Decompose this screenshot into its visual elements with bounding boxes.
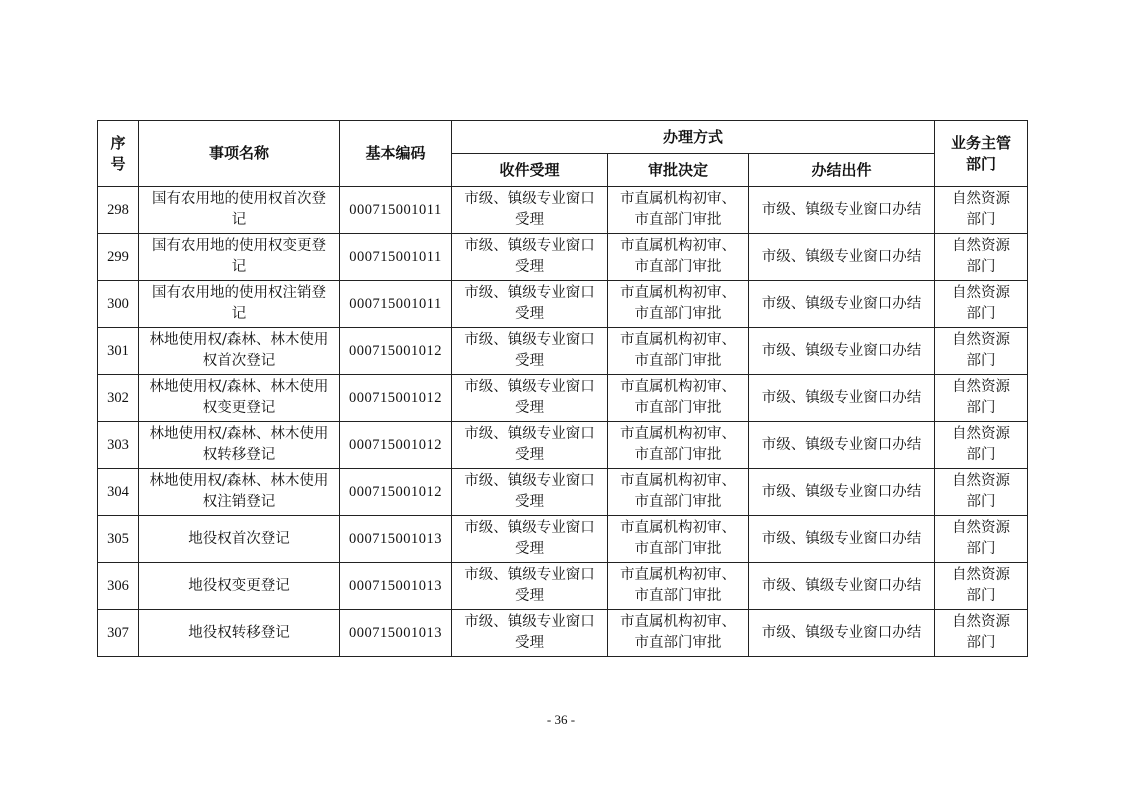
row-seq-cell [98,187,139,234]
items-table [97,120,1028,657]
header-code: 基本编码 [340,121,452,187]
table-row [98,469,1028,516]
row-finish: 市级、镇级专业窗口办结 [761,295,922,312]
row-receive-cell [452,328,608,375]
row-item-name: 国有农用地的使用权首次登记 [152,191,326,228]
header-name: 事项名称 [139,121,340,187]
row-seq-cell [98,422,139,469]
header-seq: 序号 [98,121,139,187]
row-finish-cell [749,328,935,375]
row-approve: 市直属机构初审、市直部门审批 [620,379,736,416]
row-approve: 市直属机构初审、市直部门审批 [620,332,736,369]
row-dept-cell [935,187,1028,234]
row-dept: 自然资源部门 [952,285,1011,322]
row-finish-cell [749,422,935,469]
row-seq-cell [98,328,139,375]
row-item-name: 地役权转移登记 [188,624,290,641]
row-receive: 市级、镇级专业窗口受理 [464,567,595,604]
row-item-name-cell [139,375,340,422]
row-finish: 市级、镇级专业窗口办结 [761,530,922,547]
row-receive-cell [452,281,608,328]
row-receive: 市级、镇级专业窗口受理 [464,238,595,275]
row-finish: 市级、镇级专业窗口办结 [761,342,922,359]
row-approve-cell [608,422,749,469]
row-item-name: 林地使用权/森林、林木使用权转移登记 [149,426,329,463]
row-item-name: 林地使用权/森林、林木使用权变更登记 [149,379,329,416]
row-receive: 市级、镇级专业窗口受理 [464,379,595,416]
row-basic-code: 000715001013 [349,530,442,547]
row-basic-code-cell [340,516,452,563]
row-basic-code: 000715001012 [349,389,442,406]
header-method: 办理方式 [452,121,935,154]
row-dept-cell [935,563,1028,610]
row-receive: 市级、镇级专业窗口受理 [464,285,595,322]
row-seq-cell [98,281,139,328]
row-dept-cell [935,234,1028,281]
row-basic-code-cell [340,422,452,469]
row-receive-cell [452,187,608,234]
row-approve-cell [608,187,749,234]
row-dept: 自然资源部门 [952,191,1011,228]
row-receive: 市级、镇级专业窗口受理 [464,614,595,651]
row-dept-cell [935,375,1028,422]
row-finish: 市级、镇级专业窗口办结 [761,436,922,453]
row-item-name-cell [139,187,340,234]
row-receive-cell [452,610,608,657]
table-row [98,516,1028,563]
row-seq: 299 [107,248,129,265]
row-basic-code: 000715001013 [349,624,442,641]
row-finish-cell [749,281,935,328]
header-dept: 业务主管部门 [935,121,1028,187]
table-row [98,187,1028,234]
row-approve: 市直属机构初审、市直部门审批 [620,238,736,275]
row-item-name: 林地使用权/森林、林木使用权首次登记 [149,332,329,369]
row-approve: 市直属机构初审、市直部门审批 [620,285,736,322]
row-finish-cell [749,563,935,610]
row-basic-code: 000715001012 [349,342,442,359]
table-row [98,375,1028,422]
row-finish-cell [749,516,935,563]
row-receive-cell [452,375,608,422]
row-seq: 306 [107,577,129,594]
row-dept: 自然资源部门 [952,520,1011,557]
row-item-name-cell [139,563,340,610]
row-receive: 市级、镇级专业窗口受理 [464,520,595,557]
row-finish: 市级、镇级专业窗口办结 [761,201,922,218]
row-seq: 300 [107,295,129,312]
row-basic-code: 000715001012 [349,436,442,453]
row-item-name-cell [139,516,340,563]
row-seq-cell [98,563,139,610]
row-finish-cell [749,234,935,281]
row-dept-cell [935,422,1028,469]
row-finish-cell [749,187,935,234]
row-dept: 自然资源部门 [952,332,1011,369]
row-receive: 市级、镇级专业窗口受理 [464,426,595,463]
row-approve: 市直属机构初审、市直部门审批 [620,473,736,510]
row-finish: 市级、镇级专业窗口办结 [761,577,922,594]
row-approve-cell [608,328,749,375]
row-finish: 市级、镇级专业窗口办结 [761,483,922,500]
row-dept: 自然资源部门 [952,567,1011,604]
row-dept: 自然资源部门 [952,426,1011,463]
row-approve: 市直属机构初审、市直部门审批 [620,520,736,557]
row-seq: 304 [107,483,129,500]
row-finish-cell [749,375,935,422]
row-dept: 自然资源部门 [952,379,1011,416]
row-approve: 市直属机构初审、市直部门审批 [620,567,736,604]
row-item-name: 地役权首次登记 [188,530,290,547]
row-seq: 301 [107,342,129,359]
row-item-name: 国有农用地的使用权注销登记 [152,285,326,322]
row-basic-code: 000715001011 [349,201,442,218]
table-row [98,234,1028,281]
row-approve-cell [608,281,749,328]
table-row [98,422,1028,469]
row-item-name: 地役权变更登记 [188,577,290,594]
table-body [98,187,1028,657]
row-finish-cell [749,469,935,516]
row-dept: 自然资源部门 [952,473,1011,510]
row-approve-cell [608,563,749,610]
row-item-name: 国有农用地的使用权变更登记 [152,238,326,275]
row-item-name-cell [139,422,340,469]
row-receive: 市级、镇级专业窗口受理 [464,332,595,369]
row-item-name-cell [139,281,340,328]
row-approve-cell [608,375,749,422]
row-basic-code: 000715001012 [349,483,442,500]
row-receive-cell [452,469,608,516]
table-row [98,328,1028,375]
row-dept: 自然资源部门 [952,238,1011,275]
row-basic-code: 000715001011 [349,248,442,265]
row-dept-cell [935,281,1028,328]
page-number: - 36 - [546,712,576,727]
row-item-name-cell [139,328,340,375]
row-approve-cell [608,610,749,657]
row-basic-code: 000715001013 [349,577,442,594]
row-approve: 市直属机构初审、市直部门审批 [620,426,736,463]
row-basic-code-cell [340,187,452,234]
row-dept-cell [935,469,1028,516]
row-basic-code-cell [340,281,452,328]
row-dept-cell [935,610,1028,657]
row-finish: 市级、镇级专业窗口办结 [761,248,922,265]
row-seq: 307 [107,624,129,641]
row-basic-code-cell [340,234,452,281]
row-item-name: 林地使用权/森林、林木使用权注销登记 [149,473,329,510]
table-row [98,281,1028,328]
row-dept-cell [935,328,1028,375]
row-basic-code-cell [340,375,452,422]
row-seq: 302 [107,389,129,406]
row-item-name-cell [139,610,340,657]
row-basic-code: 000715001011 [349,295,442,312]
header-approve: 审批决定 [608,154,749,187]
row-receive-cell [452,563,608,610]
row-seq: 298 [107,201,129,218]
row-seq-cell [98,610,139,657]
row-seq: 303 [107,436,129,453]
row-finish: 市级、镇级专业窗口办结 [761,624,922,641]
table-row [98,563,1028,610]
row-receive: 市级、镇级专业窗口受理 [464,473,595,510]
row-receive-cell [452,234,608,281]
row-seq-cell [98,516,139,563]
row-approve-cell [608,469,749,516]
row-seq-cell [98,234,139,281]
row-receive-cell [452,422,608,469]
row-basic-code-cell [340,610,452,657]
row-item-name-cell [139,469,340,516]
row-seq-cell [98,375,139,422]
header-finish: 办结出件 [749,154,935,187]
row-seq-cell [98,469,139,516]
row-item-name-cell [139,234,340,281]
row-approve-cell [608,234,749,281]
header-receive: 收件受理 [452,154,608,187]
row-approve: 市直属机构初审、市直部门审批 [620,614,736,651]
row-basic-code-cell [340,469,452,516]
row-dept: 自然资源部门 [952,614,1011,651]
row-basic-code-cell [340,563,452,610]
row-seq: 305 [107,530,129,547]
row-approve: 市直属机构初审、市直部门审批 [620,191,736,228]
row-dept-cell [935,516,1028,563]
row-finish-cell [749,610,935,657]
row-approve-cell [608,516,749,563]
row-receive: 市级、镇级专业窗口受理 [464,191,595,228]
table-row [98,610,1028,657]
row-basic-code-cell [340,328,452,375]
row-finish: 市级、镇级专业窗口办结 [761,389,922,406]
row-receive-cell [452,516,608,563]
